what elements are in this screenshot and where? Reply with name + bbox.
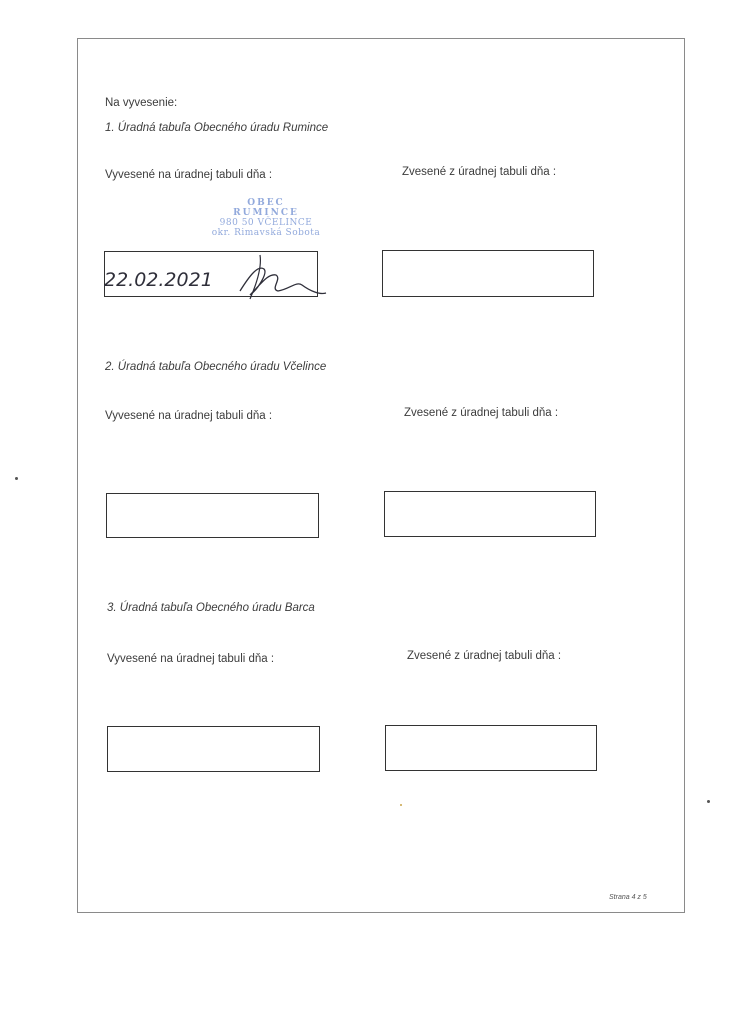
heading: Na vyvesenie: xyxy=(105,97,178,109)
section-1-handwritten-date xyxy=(100,245,330,310)
scan-speck xyxy=(707,800,710,803)
section-3-posted-box xyxy=(107,726,320,772)
section-2-removed-box xyxy=(384,491,596,537)
scan-speck xyxy=(15,477,18,480)
stamp-line-1: OBEC xyxy=(247,198,285,208)
section-2-posted-label: Vyvesené na úradnej tabuli dňa : xyxy=(105,410,273,422)
section-1-removed-label: Zvesené z úradnej tabuli dňa : xyxy=(402,166,557,178)
section-3-title: 3. Úradná tabuľa Obecného úradu Barca xyxy=(107,602,315,614)
section-3-posted-label: Vyvesené na úradnej tabuli dňa : xyxy=(107,653,275,665)
page-footer: Strana 4 z 5 xyxy=(609,894,647,901)
section-3-removed-box xyxy=(385,725,597,771)
scan-speck xyxy=(400,804,402,806)
section-1-posted-label: Vyvesené na úradnej tabuli dňa : xyxy=(105,169,273,181)
section-2-title: 2. Úradná tabuľa Obecného úradu Včelince xyxy=(105,361,327,373)
handwritten-date-text: 22.02.2021 xyxy=(104,269,213,291)
section-3-removed-label: Zvesené z úradnej tabuli dňa : xyxy=(407,650,562,662)
section-1-title: 1. Úradná tabuľa Obecného úradu Rumince xyxy=(105,122,329,134)
section-1-removed-box xyxy=(382,250,594,297)
section-2-posted-box xyxy=(106,493,319,538)
stamp-line-2: RUMINCE xyxy=(233,208,299,218)
stamp-line-4: okr. Rimavská Sobota xyxy=(211,228,321,238)
municipal-stamp xyxy=(196,198,336,248)
section-2-removed-label: Zvesené z úradnej tabuli dňa : xyxy=(404,407,559,419)
stamp-line-3: 980 50 VČELINCE xyxy=(219,218,313,228)
